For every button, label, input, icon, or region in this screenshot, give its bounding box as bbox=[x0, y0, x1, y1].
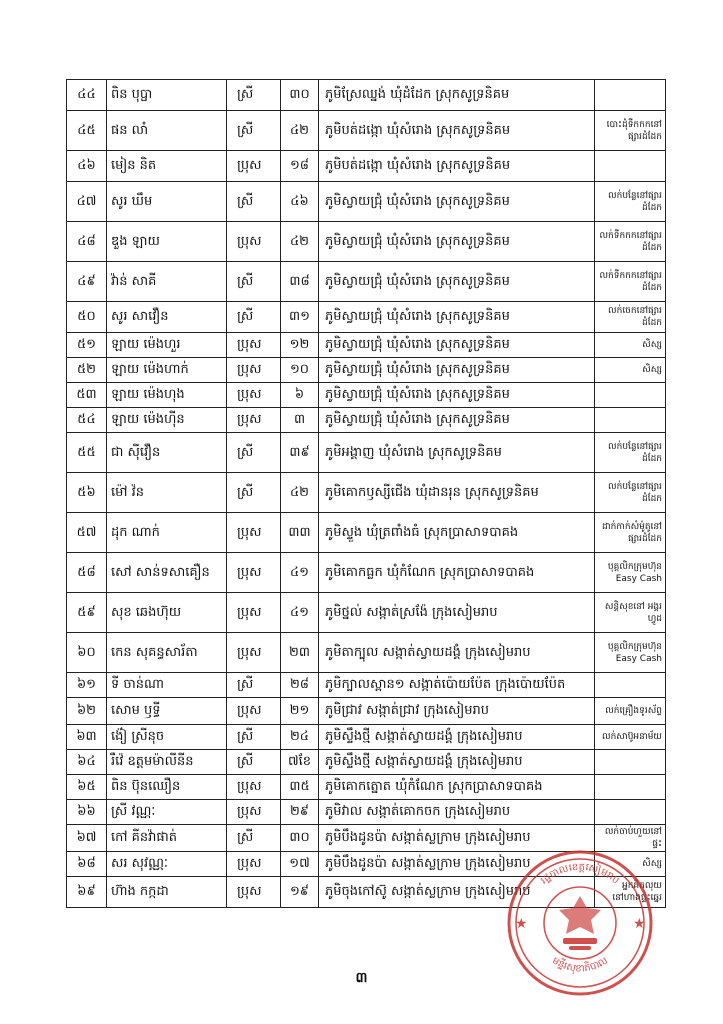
sex-cell: ស្រី bbox=[227, 750, 281, 775]
address-cell: ភូមិស្វាយជ្រុំ ឃុំសំរោង ស្រុកសូទ្រនិគម bbox=[319, 408, 595, 433]
age-cell: ៧ខែ bbox=[281, 750, 319, 775]
patient-name-cell: កៅ គីនវ៉ាផាត់ bbox=[107, 825, 227, 852]
patient-name-cell: ដុក ណាក់ bbox=[107, 513, 227, 553]
occupation-cell: លក់គ្រឿងទូរស័ព្ទ bbox=[595, 698, 666, 725]
address-cell: ភូមិស្វាយជ្រុំ ឃុំសំរោង ស្រុកសូទ្រនិគម bbox=[319, 262, 595, 302]
sex-cell: ប្រុស bbox=[227, 358, 281, 383]
table-row bbox=[67, 673, 666, 698]
row-number-cell: ៦០ bbox=[67, 633, 107, 673]
patient-name-cell: ទី ចាន់ណា bbox=[107, 673, 227, 698]
age-cell: ១៨ bbox=[281, 151, 319, 182]
sex-cell: ប្រុស bbox=[227, 513, 281, 553]
patient-name-cell: ហ៊ាង កក្កដា bbox=[107, 877, 227, 908]
occupation-cell bbox=[595, 151, 666, 182]
table-row bbox=[67, 800, 666, 825]
age-cell: ៤២ bbox=[281, 222, 319, 262]
address-cell: ភូមិបត់ដង្កោ ឃុំសំរោង ស្រុកសូទ្រនិគម bbox=[319, 151, 595, 182]
sex-cell: ប្រុស bbox=[227, 151, 281, 182]
address-cell: ភូមិស្ទឹងថ្មី សង្កាត់ស្វាយដង្គំ ក្រុងសៀមរាប bbox=[319, 750, 595, 775]
sex-cell: ប្រុស bbox=[227, 633, 281, 673]
age-cell: ៣០ bbox=[281, 825, 319, 852]
address-cell: ភូមិអង្គាញ ឃុំសំរោង ស្រុកសូទ្រនិគម bbox=[319, 433, 595, 473]
occupation-cell bbox=[595, 775, 666, 800]
row-number-cell: ៥៨ bbox=[67, 553, 107, 593]
sex-cell: ប្រុស bbox=[227, 383, 281, 408]
row-number-cell: ៥៧ bbox=[67, 513, 107, 553]
occupation-cell: លក់ទឹកកកនៅផ្សារដំដែក bbox=[595, 262, 666, 302]
address-cell: ភូមិតាក្បុល សង្កាត់ស្វាយដង្គំ ក្រុងសៀមរាប bbox=[319, 633, 595, 673]
occupation-cell: លក់ចេកនៅផ្សារដំដែក bbox=[595, 302, 666, 333]
age-cell: ១៧ bbox=[281, 852, 319, 877]
address-cell: ភូមិគោកឫស្សីជើង ឃុំដានរុន ស្រុកសូទ្រនិគម bbox=[319, 473, 595, 513]
patient-name-cell: កេន សុគន្ធសារ័តា bbox=[107, 633, 227, 673]
sex-cell: ប្រុស bbox=[227, 877, 281, 908]
address-cell: ភូមិបត់ដង្កោ ឃុំសំរោង ស្រុកសូទ្រនិគម bbox=[319, 111, 595, 151]
table-row bbox=[67, 111, 666, 151]
table-row bbox=[67, 553, 666, 593]
age-cell: ១៩ bbox=[281, 877, 319, 908]
row-number-cell: ៦៧ bbox=[67, 825, 107, 852]
address-cell: ភូមិគោកត្នោត ឃុំកំណែក ស្រុកប្រាសាទបាគង bbox=[319, 775, 595, 800]
row-number-cell: ៦៩ bbox=[67, 877, 107, 908]
occupation-cell bbox=[595, 80, 666, 111]
age-cell: ២៨ bbox=[281, 673, 319, 698]
age-cell: ២៤ bbox=[281, 725, 319, 750]
age-cell: ៣០ bbox=[281, 80, 319, 111]
table-row bbox=[67, 80, 666, 111]
address-cell: ភូមិស្វាយជ្រុំ ឃុំសំរោង ស្រុកសូទ្រនិគម bbox=[319, 333, 595, 358]
patient-name-cell: សោម ឫទ្ធី bbox=[107, 698, 227, 725]
age-cell: ៣៣ bbox=[281, 513, 319, 553]
age-cell: ៣៩ bbox=[281, 433, 319, 473]
seal-text-top: រដ្ឋបាលខេត្តសៀមរាប bbox=[538, 861, 622, 887]
sex-cell: ប្រុស bbox=[227, 593, 281, 633]
patient-name-cell: ឌួង ឡាយ bbox=[107, 222, 227, 262]
row-number-cell: ៥៣ bbox=[67, 383, 107, 408]
sex-cell: ប្រុស bbox=[227, 222, 281, 262]
sex-cell: ស្រី bbox=[227, 182, 281, 222]
occupation-cell: សិស្ស bbox=[595, 333, 666, 358]
row-number-cell: ៦៨ bbox=[67, 852, 107, 877]
occupation-cell: បុគ្គលិកក្រុមហ៊ុន Easy Cash bbox=[595, 633, 666, 673]
occupation-cell bbox=[595, 673, 666, 698]
age-cell: ៣ bbox=[281, 408, 319, 433]
sex-cell: ស្រី bbox=[227, 725, 281, 750]
patient-name-cell: វ៉ាន់ សាគី bbox=[107, 262, 227, 302]
patient-name-cell: ង៉ៀ ស្រីនុច bbox=[107, 725, 227, 750]
address-cell: ភូមិចុងកៅស៊ូ សង្កាត់ស្លក្រាម ក្រុងសៀមរាប bbox=[319, 877, 595, 908]
sex-cell: ប្រុស bbox=[227, 408, 281, 433]
sex-cell: ស្រី bbox=[227, 673, 281, 698]
table-row bbox=[67, 151, 666, 182]
table-row bbox=[67, 433, 666, 473]
occupation-cell: សិស្ស bbox=[595, 852, 666, 877]
address-cell: ភូមិស្វាយជ្រុំ ឃុំសំរោង ស្រុកសូទ្រនិគម bbox=[319, 358, 595, 383]
seal-text-bottom: មន្ទីរសុខាភិបាល bbox=[550, 955, 610, 975]
address-cell: ភូមិគោកធ្លក ឃុំកំណែក ស្រុកប្រាសាទបាគង bbox=[319, 553, 595, 593]
address-cell: ភូមិស្ទួង ឃុំត្រពាំងធំ ស្រុកប្រាសាទបាគង bbox=[319, 513, 595, 553]
address-cell: ភូមិថ្នល់ សង្កាត់ស្រង៉ែ ក្រុងសៀមរាប bbox=[319, 593, 595, 633]
occupation-cell: បុគ្គលិកក្រុមហ៊ុន Easy Cash bbox=[595, 553, 666, 593]
row-number-cell: ៥០ bbox=[67, 302, 107, 333]
table-row bbox=[67, 182, 666, 222]
table-row bbox=[67, 473, 666, 513]
sex-cell: ប្រុស bbox=[227, 553, 281, 593]
age-cell: ២១ bbox=[281, 698, 319, 725]
patient-name-cell: ឡាយ ម៉េងហុង bbox=[107, 383, 227, 408]
patient-roster-table bbox=[66, 79, 666, 908]
seal-star-right-icon: ★ bbox=[633, 916, 646, 932]
address-cell: ភូមិក្បាលស្ពាន១ សង្កាត់ប៉ោយប៉ែត ក្រុងប៉ោយប៉ែត bbox=[319, 673, 595, 698]
row-number-cell: ៦២ bbox=[67, 698, 107, 725]
seal-star-left-icon: ★ bbox=[515, 916, 528, 932]
age-cell: ៣៥ bbox=[281, 775, 319, 800]
sex-cell: ប្រុស bbox=[227, 852, 281, 877]
row-number-cell: ៦៣ bbox=[67, 725, 107, 750]
patient-name-cell: ពិន ប៊ុនឈឿន bbox=[107, 775, 227, 800]
roster-body bbox=[67, 80, 666, 908]
row-number-cell: ៦៤ bbox=[67, 750, 107, 775]
occupation-cell: លក់ទឹកកកនៅផ្សារដំដែក bbox=[595, 222, 666, 262]
occupation-cell: លក់បន្លែនៅផ្សារដំដែក bbox=[595, 473, 666, 513]
sex-cell: ស្រី bbox=[227, 262, 281, 302]
occupation-cell bbox=[595, 800, 666, 825]
row-number-cell: ៥៩ bbox=[67, 593, 107, 633]
table-row bbox=[67, 222, 666, 262]
page-number: ៣ bbox=[355, 970, 368, 986]
row-number-cell: ៥២ bbox=[67, 358, 107, 383]
table-row bbox=[67, 408, 666, 433]
address-cell: ភូមិស្វាយជ្រុំ ឃុំសំរោង ស្រុកសូទ្រនិគម bbox=[319, 182, 595, 222]
row-number-cell: ៤៩ bbox=[67, 262, 107, 302]
row-number-cell: ៤៥ bbox=[67, 111, 107, 151]
table-row bbox=[67, 633, 666, 673]
seal-emblem-icon bbox=[559, 896, 601, 950]
age-cell: ៣១ bbox=[281, 302, 319, 333]
row-number-cell: ៦៦ bbox=[67, 800, 107, 825]
row-number-cell: ៥៦ bbox=[67, 473, 107, 513]
age-cell: ១២ bbox=[281, 333, 319, 358]
occupation-cell: ដាក់កាក់សំម៉ូតូនៅផ្សារដំដែក bbox=[595, 513, 666, 553]
table-row bbox=[67, 593, 666, 633]
row-number-cell: ៥១ bbox=[67, 333, 107, 358]
age-cell: ២៣ bbox=[281, 633, 319, 673]
sex-cell: ស្រី bbox=[227, 473, 281, 513]
occupation-cell: លក់សាប៊ូអនាម័យ bbox=[595, 725, 666, 750]
address-cell: ភូមិស្វាយជ្រុំ ឃុំសំរោង ស្រុកសូទ្រនិគម bbox=[319, 383, 595, 408]
patient-name-cell: សុខ ឆេងហ៊ុយ bbox=[107, 593, 227, 633]
sex-cell: ប្រុស bbox=[227, 333, 281, 358]
age-cell: ៤១ bbox=[281, 593, 319, 633]
patient-name-cell: សៅ សាន់ទសាគឿន bbox=[107, 553, 227, 593]
row-number-cell: ៤៧ bbox=[67, 182, 107, 222]
address-cell: ភូមិបឹងដូនប៉ា សង្កាត់ស្លក្រាម ក្រុងសៀមរាប bbox=[319, 852, 595, 877]
table-row bbox=[67, 333, 666, 358]
occupation-cell: លក់បន្លែនៅផ្សារដំដែក bbox=[595, 182, 666, 222]
sex-cell: ស្រី bbox=[227, 302, 281, 333]
sex-cell: ប្រុស bbox=[227, 775, 281, 800]
row-number-cell: ៤៨ bbox=[67, 222, 107, 262]
table-row bbox=[67, 358, 666, 383]
address-cell: ភូមិស្វាយជ្រុំ ឃុំសំរោង ស្រុកសូទ្រនិគម bbox=[319, 302, 595, 333]
row-number-cell: ៤៤ bbox=[67, 80, 107, 111]
patient-name-cell: សូរ ឃឹម bbox=[107, 182, 227, 222]
occupation-cell: សន្តិសុខនៅ អង្គរហ្វូដ bbox=[595, 593, 666, 633]
row-number-cell: ៦១ bbox=[67, 673, 107, 698]
patient-name-cell: មៀន និត bbox=[107, 151, 227, 182]
table-row bbox=[67, 725, 666, 750]
row-number-cell: ៥៤ bbox=[67, 408, 107, 433]
occupation-cell: លក់ចាប់ហួយនៅផ្ទះ bbox=[595, 825, 666, 852]
patient-name-cell: ម៉ៅ វ៉ន bbox=[107, 473, 227, 513]
patient-name-cell: រឺវ៉េ ឧត្តមម៉ាលីនីន bbox=[107, 750, 227, 775]
sex-cell: ប្រុស bbox=[227, 800, 281, 825]
address-cell: ភូមិស្រែឈ្នង់ ឃុំដំដែក ស្រុកសូទ្រនិគម bbox=[319, 80, 595, 111]
occupation-cell bbox=[595, 383, 666, 408]
occupation-cell bbox=[595, 750, 666, 775]
patient-name-cell: ឡាយ ម៉េងហាក់ bbox=[107, 358, 227, 383]
sex-cell: ស្រី bbox=[227, 111, 281, 151]
occupation-cell: លក់បន្លែនៅផ្សារដំដែក bbox=[595, 433, 666, 473]
table-row bbox=[67, 698, 666, 725]
table-row bbox=[67, 383, 666, 408]
address-cell: ភូមិស្វាយជ្រុំ ឃុំសំរោង ស្រុកសូទ្រនិគម bbox=[319, 222, 595, 262]
occupation-cell: សិស្ស bbox=[595, 358, 666, 383]
address-cell: ភូមិជ្រាវ សង្កាត់ជ្រាវ ក្រុងសៀមរាប bbox=[319, 698, 595, 725]
table-row bbox=[67, 750, 666, 775]
patient-name-cell: ផន លាំ bbox=[107, 111, 227, 151]
age-cell: ២៩ bbox=[281, 800, 319, 825]
sex-cell: ស្រី bbox=[227, 80, 281, 111]
age-cell: ៤២ bbox=[281, 111, 319, 151]
occupation-cell bbox=[595, 408, 666, 433]
row-number-cell: ៥៥ bbox=[67, 433, 107, 473]
row-number-cell: ៤៦ bbox=[67, 151, 107, 182]
age-cell: ៦ bbox=[281, 383, 319, 408]
age-cell: ៤២ bbox=[281, 473, 319, 513]
patient-name-cell: ឡាយ ម៉េងហ៊ីន bbox=[107, 408, 227, 433]
table-row bbox=[67, 775, 666, 800]
sex-cell: ប្រុស bbox=[227, 698, 281, 725]
address-cell: ភូមិវាល សង្កាត់គោកចក ក្រុងសៀមរាប bbox=[319, 800, 595, 825]
age-cell: ៣៨ bbox=[281, 262, 319, 302]
patient-name-cell: ជា ស៊ីវឿន bbox=[107, 433, 227, 473]
occupation-cell: អ្នកគិតលុយនៅហាងផ្ទះឆ្នេរ bbox=[595, 877, 666, 908]
table-row bbox=[67, 302, 666, 333]
age-cell: ៤១ bbox=[281, 553, 319, 593]
sex-cell: ស្រី bbox=[227, 825, 281, 852]
age-cell: ១០ bbox=[281, 358, 319, 383]
patient-name-cell: សរ សុវណ្ណៈ bbox=[107, 852, 227, 877]
patient-name-cell: ឡាយ ម៉េងហួរ bbox=[107, 333, 227, 358]
sex-cell: ស្រី bbox=[227, 433, 281, 473]
patient-name-cell: សូរ សាវឿន bbox=[107, 302, 227, 333]
patient-name-cell: ស្រី វណ្ណៈ bbox=[107, 800, 227, 825]
address-cell: ភូមិបឹងដូនប៉ា សង្កាត់ស្លក្រាម ក្រុងសៀមរាប bbox=[319, 825, 595, 852]
address-cell: ភូមិស្ទឹងថ្មី សង្កាត់ស្វាយដង្គំ ក្រុងសៀមរាប bbox=[319, 725, 595, 750]
table-row bbox=[67, 262, 666, 302]
age-cell: ៤៦ bbox=[281, 182, 319, 222]
row-number-cell: ៦៥ bbox=[67, 775, 107, 800]
patient-name-cell: ពិន បុប្ផា bbox=[107, 80, 227, 111]
table-row bbox=[67, 513, 666, 553]
occupation-cell: បោះដុំទឹកកកនៅផ្សារដំដែក bbox=[595, 111, 666, 151]
